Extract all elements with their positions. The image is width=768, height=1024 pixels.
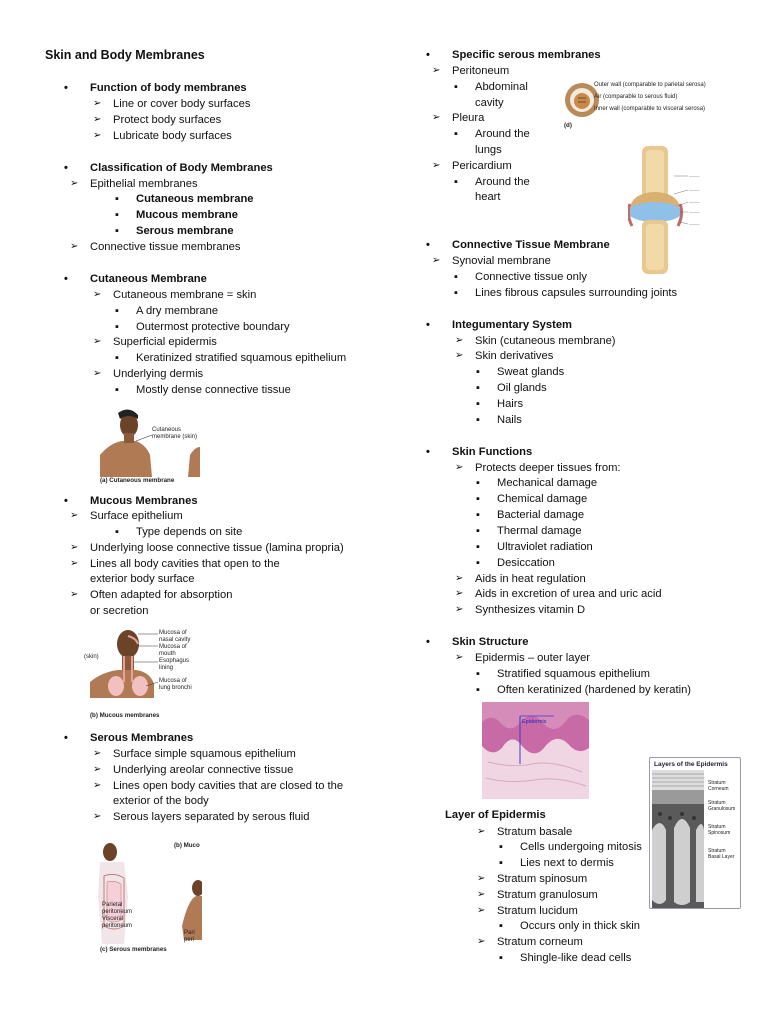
- list-item: ➢ Stratum lucidum: [497, 904, 578, 918]
- list-item: ➢ Synthesizes vitamin D: [475, 603, 585, 617]
- list-item: ▪ Around the: [475, 175, 530, 189]
- list-item: ▪ Abdominal: [475, 80, 528, 94]
- serous-membranes-figure: [98, 836, 202, 956]
- list-item: ➢ Protects deeper tissues from:: [475, 461, 621, 475]
- list-item: ➢ Stratum basale: [497, 825, 572, 839]
- figure-label: Stratum Corneum: [708, 780, 729, 792]
- list-item: ➢ Lubricate body surfaces: [113, 129, 232, 143]
- figure-label: Mucosa of nasal cavity: [159, 630, 191, 643]
- list-item: ➢ Cutaneous membrane = skin: [113, 288, 256, 302]
- list-item-continuation: heart: [475, 191, 501, 203]
- list-item: ▪ Outermost protective boundary: [136, 320, 290, 334]
- serous-heading: • Serous Membranes: [90, 731, 193, 745]
- function-heading: • Function of body membranes: [90, 81, 247, 95]
- svg-text:~~~~~~: ~~~~~~: [689, 210, 700, 214]
- figure-label: Inner wall (comparable to visceral serosa): [594, 106, 706, 112]
- list-item: ▪ Bacterial damage: [497, 508, 584, 522]
- list-item: ▪ Nails: [497, 413, 522, 427]
- list-item: ➢ Skin (cutaneous membrane): [475, 334, 616, 348]
- list-item: ▪ Sweat glands: [497, 365, 564, 379]
- list-item: ▪ Desiccation: [497, 556, 555, 570]
- list-item: ▪ Ultraviolet radiation: [497, 540, 593, 554]
- figure-label: Stratum Granulosum: [708, 800, 736, 812]
- figure-label: Epidermis: [522, 719, 547, 725]
- epidermis-histology-figure: [482, 702, 589, 799]
- list-item: ➢ Lines all body cavities that open to the: [90, 557, 280, 571]
- histology-icon: [482, 702, 589, 799]
- list-item: ➢ Underlying loose connective tissue (lamina propria): [90, 541, 344, 555]
- svg-text:~~~~~~: ~~~~~~: [689, 222, 700, 226]
- list-item: ▪ Serous membrane: [136, 224, 234, 238]
- svg-text:~~~~~~: ~~~~~~: [689, 174, 700, 178]
- list-item: ➢ Superficial epidermis: [113, 335, 217, 349]
- figure-label: Stratum Spinosum: [708, 824, 731, 836]
- synovial-joint-figure: [628, 146, 726, 274]
- cutaneous-heading: • Cutaneous Membrane: [90, 272, 207, 286]
- figure-label: Mucosa of lung bronchi: [159, 678, 192, 691]
- list-item: ▪ Cutaneous membrane: [136, 192, 254, 206]
- figure-caption: (b) Mucous membranes: [90, 712, 160, 719]
- list-item: ▪ Mechanical damage: [497, 476, 597, 490]
- connective-membrane-heading: • Connective Tissue Membrane: [452, 238, 610, 252]
- list-item: ➢ Stratum corneum: [497, 935, 583, 949]
- list-item: ➢ Surface simple squamous epithelium: [113, 747, 296, 761]
- classification-heading: • Classification of Body Membranes: [90, 161, 273, 175]
- skin-structure-heading: • Skin Structure: [452, 635, 528, 649]
- list-item: ➢ Lines open body cavities that are closed to the: [113, 779, 343, 793]
- list-item: ➢ Skin derivatives: [475, 349, 553, 363]
- list-item: ➢ Surface epithelium: [90, 509, 183, 523]
- figure-label: (skin): [84, 654, 99, 660]
- list-item: ➢ Peritoneum: [452, 64, 509, 78]
- svg-text:~~~~~~: ~~~~~~: [689, 200, 700, 204]
- list-item: ▪ Shingle-like dead cells: [520, 951, 631, 965]
- list-item: ➢ Stratum spinosum: [497, 872, 587, 886]
- list-item: ▪ Lies next to dermis: [520, 856, 614, 870]
- figure-label: Esophagus lining: [159, 658, 190, 671]
- list-item: ➢ Stratum granulosum: [497, 888, 598, 902]
- list-item: ▪ Type depends on site: [136, 525, 242, 539]
- list-item: ▪ Around the: [475, 127, 530, 141]
- mucous-heading: • Mucous Membranes: [90, 494, 198, 508]
- list-item: ▪ Stratified squamous epithelium: [497, 667, 650, 681]
- figure-label: Parietal peritoneum: [102, 902, 133, 915]
- epidermis-layers-figure: [649, 757, 741, 909]
- list-item: ➢ Epithelial membranes: [90, 177, 198, 191]
- list-item: ▪ Oil glands: [497, 381, 547, 395]
- list-item: ▪ Mucous membrane: [136, 208, 238, 222]
- list-item: ➢ Serous layers separated by serous fluid: [113, 810, 310, 824]
- figure-label: Air (comparable to serous fluid): [594, 94, 678, 100]
- figure-label: (b) Muco: [174, 842, 200, 849]
- list-item: ▪ A dry membrane: [136, 304, 218, 318]
- list-item: ➢ Pericardium: [452, 159, 512, 173]
- list-item: ▪ Keratinized stratified squamous epithelium: [136, 351, 346, 365]
- list-item: ▪ Cells undergoing mitosis: [520, 840, 642, 854]
- list-item: ▪ Often keratinized (hardened by keratin): [497, 683, 691, 697]
- epidermis-layers-icon: [652, 770, 704, 908]
- svg-text:~~~~~~: ~~~~~~: [689, 188, 700, 192]
- layer-of-epidermis-heading: Layer of Epidermis: [445, 809, 546, 821]
- balloon-analogy-figure: [562, 80, 744, 134]
- list-item: ▪ Lines fibrous capsules surrounding joints: [475, 286, 677, 300]
- page-title: Skin and Body Membranes: [45, 48, 205, 62]
- cutaneous-membrane-figure: [100, 407, 200, 485]
- list-item: ➢ Underlying dermis: [113, 367, 203, 381]
- figure-label: Pari peri: [184, 930, 195, 943]
- list-item-continuation: exterior of the body: [113, 795, 209, 807]
- figure-caption: (c) Serous membranes: [100, 946, 167, 953]
- list-item: ➢ Connective tissue membranes: [90, 240, 240, 254]
- figure-label: Outer wall (comparable to parietal serosa): [594, 82, 706, 88]
- specific-serous-heading: • Specific serous membranes: [452, 48, 601, 62]
- list-item: ▪ Mostly dense connective tissue: [136, 383, 291, 397]
- list-item-continuation: cavity: [475, 97, 504, 109]
- figure-label: Mucosa of mouth: [159, 644, 187, 657]
- figure-caption: (a) Cutaneous membrane: [100, 477, 175, 484]
- list-item: ➢ Pleura: [452, 111, 484, 125]
- list-item: ➢ Protect body surfaces: [113, 113, 221, 127]
- list-item: ▪ Thermal damage: [497, 524, 582, 538]
- list-item: ▪ Hairs: [497, 397, 523, 411]
- list-item: ▪ Occurs only in thick skin: [520, 919, 640, 933]
- list-item: ➢ Underlying areolar connective tissue: [113, 763, 293, 777]
- list-item-continuation: exterior body surface: [90, 573, 195, 585]
- list-item: ➢ Epidermis – outer layer: [475, 651, 590, 665]
- integumentary-heading: • Integumentary System: [452, 318, 572, 332]
- knee-joint-icon: [628, 146, 726, 274]
- list-item: ➢ Synovial membrane: [452, 254, 551, 268]
- figure-label: Cutaneous membrane (skin): [152, 427, 198, 440]
- list-item: ▪ Chemical damage: [497, 492, 587, 506]
- figure-label: Visceral peritoneum: [102, 916, 133, 929]
- torso-illustration-icon: [100, 407, 200, 477]
- figure-title: Layers of the Epidermis: [654, 761, 728, 768]
- list-item: ➢ Line or cover body surfaces: [113, 97, 250, 111]
- list-item: ➢ Aids in heat regulation: [475, 572, 586, 586]
- figure-caption: (d): [564, 122, 572, 129]
- list-item: ➢ Often adapted for absorption: [90, 588, 232, 602]
- figure-label: Stratum Basal Layer: [708, 848, 735, 860]
- list-item-continuation: lungs: [475, 144, 502, 156]
- list-item-continuation: or secretion: [90, 605, 149, 617]
- skin-functions-heading: • Skin Functions: [452, 445, 532, 459]
- mucous-membranes-figure: [84, 626, 198, 722]
- list-item: ▪ Connective tissue only: [475, 270, 587, 284]
- list-item: ➢ Aids in excretion of urea and uric acid: [475, 587, 662, 601]
